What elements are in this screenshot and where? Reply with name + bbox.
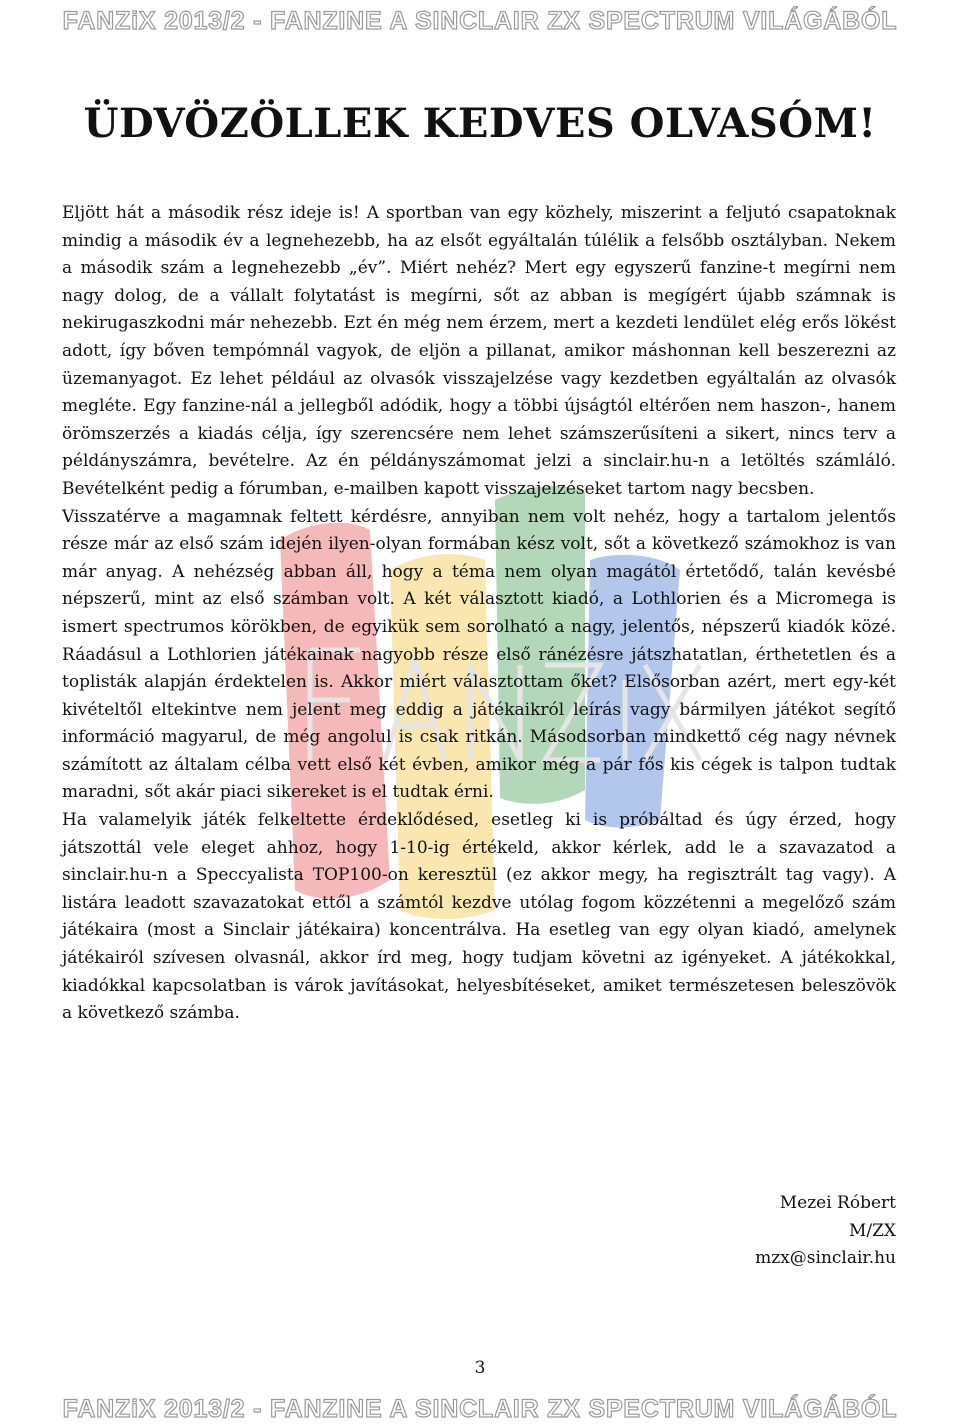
signature bbox=[755, 1190, 896, 1273]
signature-nick: M/ZX bbox=[848, 1220, 896, 1241]
header-band: FANZiX 2013/2 - FANZINE A SINCLAIR ZX SPECTRUM VILÁGÁBÓL bbox=[62, 7, 898, 35]
footer-band: FANZiX 2013/2 - FANZINE A SINCLAIR ZX SPECTRUM VILÁGÁBÓL bbox=[62, 1395, 898, 1423]
article-body bbox=[62, 200, 896, 1028]
paragraph-1: Eljött hát a második rész ideje is! A sportban van egy közhely, miszerint a feljutó csapatoknak mindig a második év a legnehezebb, ha az elsőt egyáltalán túlélik a felsőbb osztályban. Nekem a második szám a legnehezebb „év”. Miért nehéz? Mert egy egyszerű fanzine-t megírni nem nagy dolog, de a vállalt folytatást is megírni, sőt az abban is megígért újabb számnak is nekirugaszkodni már nehezebb. Ezt én még nem érzem, mert a kezdeti lendület elég erős lökést adott, így bőven tempómnál vagyok, de eljön a pillanat, amikor máshonnan kell beszerezni az üzemanyagot. Ez lehet például az olvasók visszajelzése vagy kezdetben egyáltalán az olvasók megléte. Egy fanzine-nál a jellegből adódik, hogy a többi újságtól eltérően nem haszon-, hanem örömszerzés a kiadás célja, így szerencsére nem lehet számszerűsíteni a sikert, nincs terv a példányszámra, bevételre. Az én példányszámomat jelzi a sinclair.hu-n a letöltés számláló. Bevételként pedig a fórumban, e-mailben kapott visszajelzéseket tartom nagy becsben. bbox=[62, 203, 896, 499]
page-number: 3 bbox=[474, 1358, 486, 1378]
page-title: ÜDVÖZÖLLEK KEDVES OLVASÓM! bbox=[83, 100, 877, 147]
signature-email[interactable]: mzx@sinclair.hu bbox=[755, 1248, 896, 1269]
paragraph-3: Ha valamelyik játék felkeltette érdeklődésed, esetleg ki is próbáltad és úgy érzed, hogy játszottál vele eleget ahhoz, hogy 1-10-ig értékeld, akkor kérlek, add le a szavazatod a sinclair.hu-n a Speccyalista TOP100-on keresztül (ez akkor megy, ha regisztrált tag vagy). A listára leadott szavazatokat ettől a számtól kezdve utólag fogom közzétenni a megelőző szám játékaira (most a Sinclair játékaira) koncentrálva. Ha esetleg van egy olyan kiadó, amelynek játékairól szívesen olvasnál, akkor írd meg, hogy tudjam követni az igényeket. A játékokkal, kiadókkal kapcsolatban is várok javításokat, helyesbítéseket, amiket természetesen beleszövök a következő számba. bbox=[62, 810, 896, 1024]
signature-name: Mezei Róbert bbox=[779, 1193, 896, 1213]
paragraph-2: Visszatérve a magamnak feltett kérdésre, annyiban nem volt nehéz, hogy a tartalom jelentős része már az első szám idején ilyen-olyan formában kész volt, sőt a következő számokhoz is van már anyag. A nehézség abban áll, hogy a téma nem olyan magától értetődő, talán kevésbé népszerű, mint az első számban volt. A két választott kiadó, a Lothlorien és a Micromega is ismert spectrumos körökben, de egyikük sem sorolható a nagy, jelentős, népszerű kiadók közé. Ráadásul a Lothlorien játékainak nagyobb része első ránézésre játszhatatlan, érthetetlen és a toplisták alapján érdektelen is. Akkor miért választottam őket? Elsősorban azért, mert egy-két kivételtől eltekintve nem jelent meg eddig a játékaikról leírás vagy bármilyen játékot segítő információ magyarul, de még angolul is csak ritkán. Másodsorban mindkettő cég nagy névnek számított az általam célba vett első két évben, amikor még a pár fős kis cégek is talpon tudtak maradni, sőt akár piaci sikereket is el tudtak érni. bbox=[62, 506, 896, 803]
